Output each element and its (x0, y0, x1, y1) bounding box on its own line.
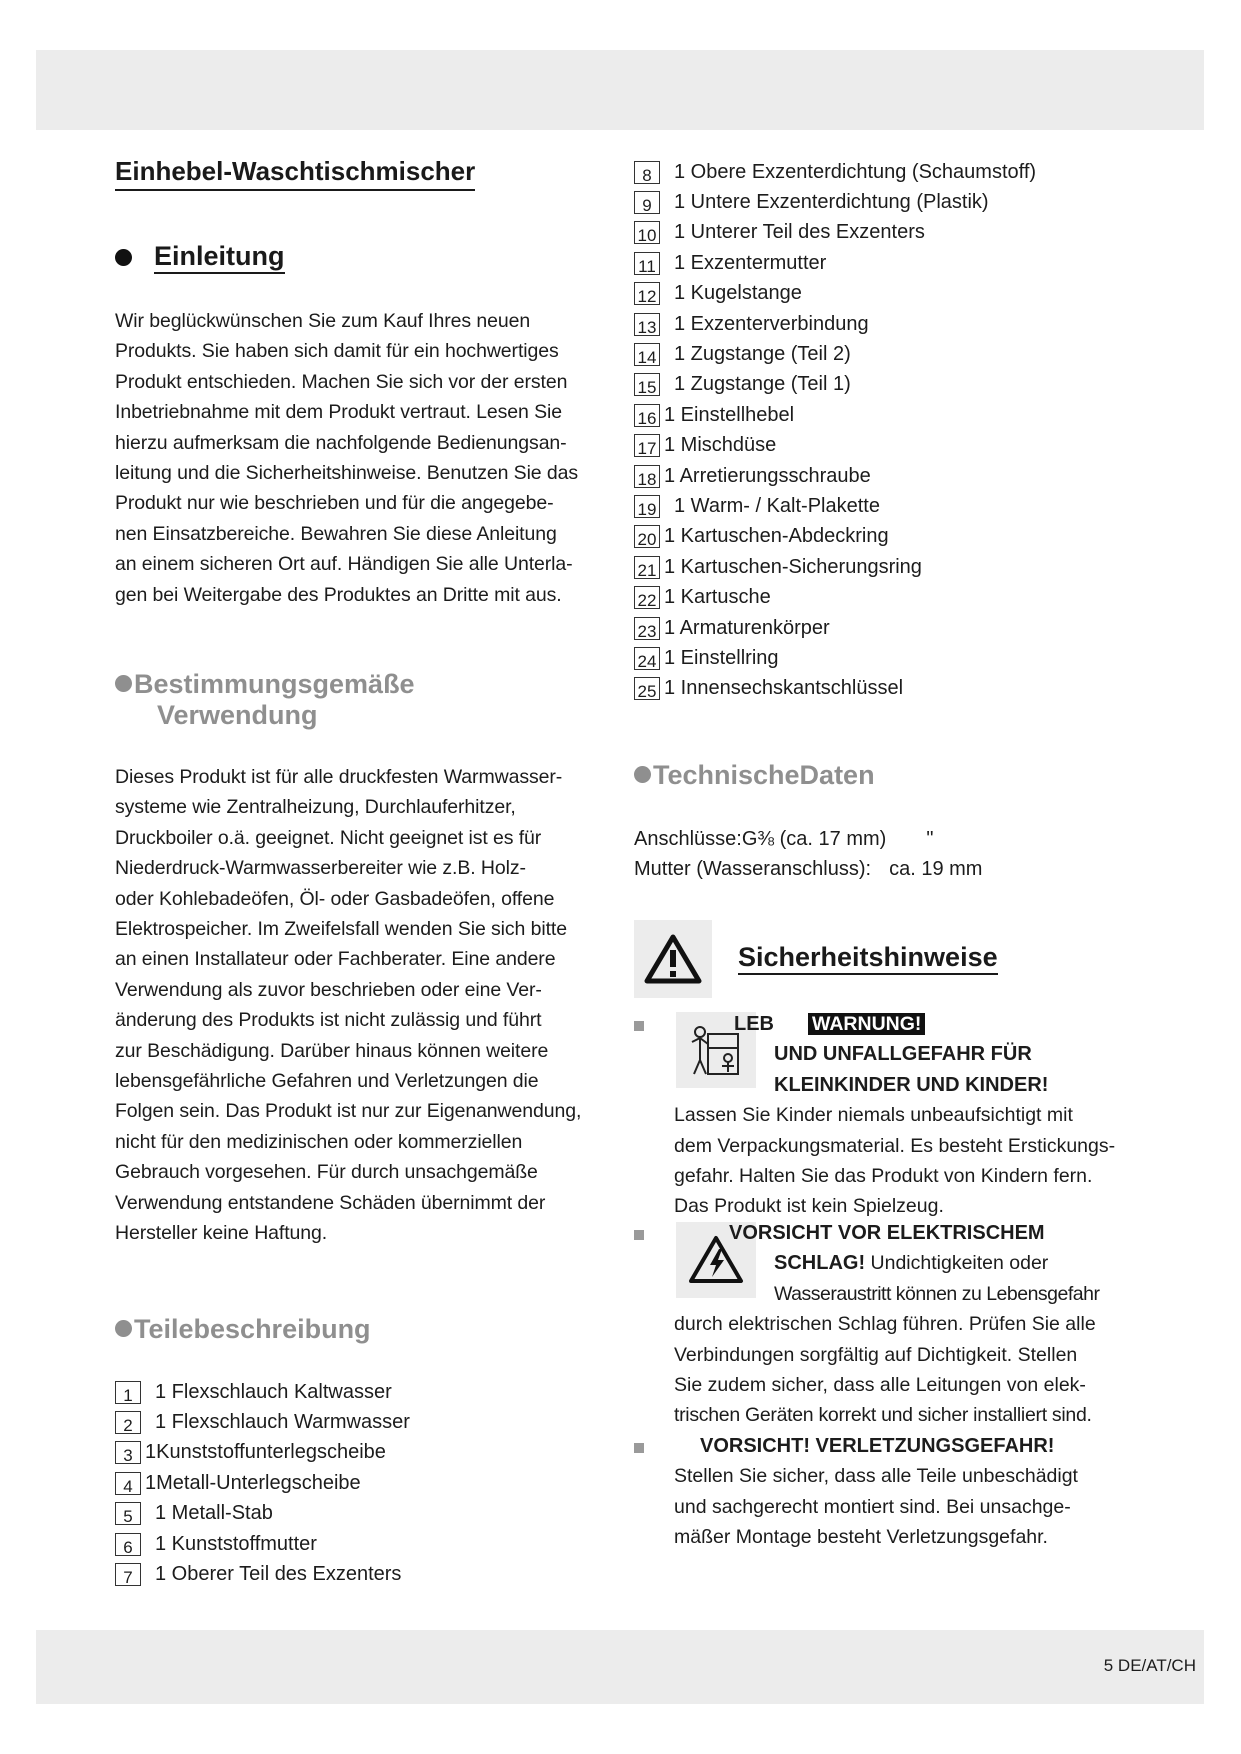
parts-list-right (634, 157, 1036, 704)
bullet-dot-icon (115, 675, 132, 692)
bullet-dot-icon (115, 1320, 132, 1337)
section-heading-teile: Teilebeschreibung (115, 1314, 371, 1345)
list-item: 14 1 Zugstange (Teil 2) (634, 339, 1036, 369)
list-item: 20 1 Kartuschen-Abdeckring (634, 522, 1036, 552)
list-item: 7 1 Oberer Teil des Exzenters (115, 1559, 410, 1589)
section-heading-verwendung: Bestimmungsgemäße Verwendung (115, 669, 415, 731)
list-item: 19 1 Warm- / Kalt-Plakette (634, 491, 1036, 521)
list-item: 24 1 Einstellring (634, 643, 1036, 673)
section-heading-einleitung: Einleitung (115, 242, 285, 274)
bullet-dot-icon (634, 766, 651, 783)
list-item: 15 1 Zugstange (Teil 1) (634, 370, 1036, 400)
list-item: 3 1Kunststoffunterlegscheibe (115, 1438, 410, 1468)
list-item: 16 1 Einstellhebel (634, 400, 1036, 430)
safety-header (634, 920, 998, 998)
list-item: 21 1 Kartuschen-Sicherungsring (634, 552, 1036, 582)
list-item: 10 1 Unterer Teil des Exzenters (634, 218, 1036, 248)
list-item: 18 1 Arretierungsschraube (634, 461, 1036, 491)
list-item: 2 1 Flexschlauch Warmwasser (115, 1407, 410, 1437)
header-band (36, 50, 1204, 130)
bullet-dot-icon (115, 249, 132, 266)
list-item: 11 1 Exzentermutter (634, 248, 1036, 278)
page-number: 5 DE/AT/CH (1103, 1656, 1196, 1675)
square-bullet-icon (634, 1443, 644, 1453)
warning-label: WARNUNG! (808, 1013, 925, 1035)
square-bullet-icon (634, 1230, 644, 1240)
list-item: 22 1 Kartusche (634, 582, 1036, 612)
usage-paragraph: Dieses Produkt ist für alle druckfesten Warmwasser- systeme wie Zentralheizung, Durchlauferhitzer, Druckboiler o.ä. geeignet. Nicht geeignet ist es für Niederdruck-Warmwasserbereiter wie z.B. Holz- oder Kohlebadeöfen, Öl- oder Gasbadeöfen, offene Elektrospeicher. Im Zweifelsfall wenden Sie sich bitte an einen Installateur oder Fachberater. Eine andere Verwendung als zuvor beschrieben oder eine Ver- änderung des Produkts ist nicht zulässig und führt zur Beschädigung. Darüber hinaus können weitere lebensgefährliche Gefahren und Verletzungen die Folgen sein. Das Produkt ist nur zur Eigenanwendung, nicht für den medizinischen oder kommerziellen Gebrauch vorgesehen. Für durch unsachgemäße Verwendung entstandene Schäden übernimmt der Hersteller keine Haftung. (115, 766, 582, 1245)
spec-row: Anschlüsse:G⅜ (ca. 17 mm) " (634, 828, 934, 850)
document-title: Einhebel-Waschtischmischer (115, 156, 475, 191)
square-bullet-icon (634, 1021, 644, 1031)
spec-row: Mutter (Wasseranschluss): ca. 19 mm (634, 858, 983, 881)
section-heading-technische-daten: TechnischeDaten (634, 760, 875, 791)
warning-injury: VORSICHT! VERLETZUNGSGEFAHR! Stellen Sie sicher, dass alle Teile unbeschädigt und sachgerecht montiert sind. Bei unsachge- mäßer Montage besteht Verletzungsgefahr. (674, 1435, 1078, 1549)
technical-data (634, 824, 982, 885)
list-item: 9 1 Untere Exzenterdichtung (Plastik) (634, 187, 1036, 217)
list-item: 13 1 Exzenterverbindung (634, 309, 1036, 339)
warning-triangle-icon (634, 920, 712, 998)
warning-child-safety: LEB WARNUNG! UND UNFALLGEFAHR FÜR KLEINKINDER UND KINDER! Lassen Sie Kinder niemals unbeaufsichtigt mit dem Verpackungsmaterial. Es besteht Erstickungs- gefahr. Halten Sie das Produkt von Kindern fern. Das Produkt ist kein Spielzeug. (674, 1013, 1116, 1218)
intro-paragraph: Wir beglückwünschen Sie zum Kauf Ihres neuen Produkts. Sie haben sich damit für ein hochwertiges Produkt entschieden. Machen Sie sich vor der ersten Inbetriebnahme mit dem Produkt vertraut. Lesen Sie hierzu aufmerksam die nachfolgende Bedienungsan- leitung und die Sicherheitshinweise. Benutzen Sie das Produkt nur wie beschrieben und für die angegebe- nen Einsatzbereiche. Bewahren Sie diese Anleitung an einem sicheren Ort auf. Händigen Sie alle Unterla- gen bei Weitergabe des Produktes an Dritte mit aus. (115, 310, 579, 606)
footer-band (36, 1630, 1204, 1704)
parts-list-left (115, 1377, 410, 1590)
list-item: 4 1Metall-Unterlegscheibe (115, 1468, 410, 1498)
list-item: 23 1 Armaturenkörper (634, 613, 1036, 643)
list-item: 1 1 Flexschlauch Kaltwasser (115, 1377, 410, 1407)
list-item: 17 1 Mischdüse (634, 431, 1036, 461)
list-item: 6 1 Kunststoffmutter (115, 1529, 410, 1559)
section-heading-sicherheit: Sicherheitshinweise (738, 943, 998, 975)
list-item: 25 1 Innensechskantschlüssel (634, 674, 1036, 704)
list-item: 5 1 Metall-Stab (115, 1499, 410, 1529)
list-item: 12 1 Kugelstange (634, 279, 1036, 309)
warning-electric-shock: VORSICHT VOR ELEKTRISCHEM SCHLAG! Undichtigkeiten oder Wasseraustritt können zu Lebensgefahr durch elektrischen Schlag führen. Prüfen Sie alle Verbindungen sorgfältig auf Dichtigkeit. Stellen Sie zudem sicher, dass alle Leitungen von elek- trischen Geräten korrekt und sicher installiert sind. (674, 1222, 1100, 1427)
list-item: 8 1 Obere Exzenterdichtung (Schaumstoff) (634, 157, 1036, 187)
